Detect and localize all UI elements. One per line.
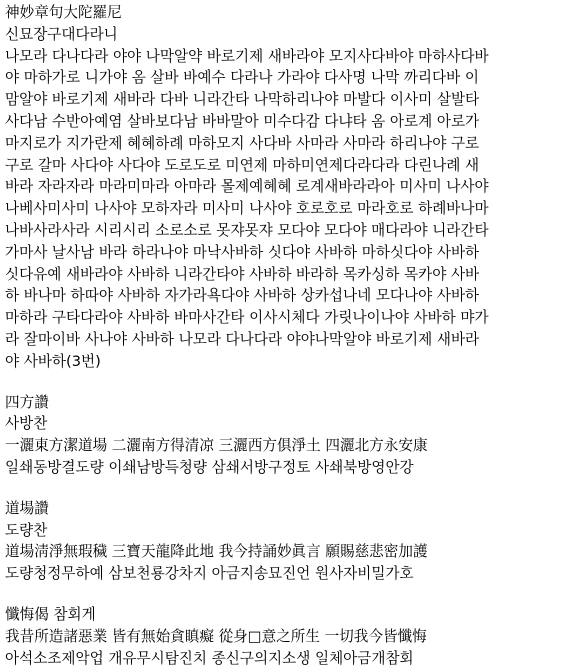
mantra-line: 맘알야 바로기제 새바라 다바 니라간타 나막하리나야 마발다 이사미 살발타	[5, 91, 480, 109]
mantra-reading: 신묘장구대다라니	[5, 25, 118, 43]
section-sabangchan	[5, 392, 556, 479]
mantra-line: 나모라 다나다라 야야 나막알약 바로기제 새바라야 모지사다바야 마하사다바	[5, 47, 489, 65]
mantra-line: 사다남 수반아예염 살바보다남 바바말아 미수다감 다냐타 옴 아로계 아로가	[5, 112, 480, 130]
section-chamhoege	[5, 604, 556, 669]
section-reading: 사방찬	[5, 415, 48, 433]
mantra-line: 마지로가 지가란제 혜혜하례 마하모지 사다바 사마라 사마라 하리나야 구로	[5, 134, 480, 152]
mantra-line: 싯다유예 새바라야 사바하 니라간타야 사바하 바라하 목카싱하 목카야 사바	[5, 265, 480, 283]
section-title: 道場讚	[5, 499, 49, 517]
spacer	[5, 373, 556, 392]
verse-hangul: 도량청정무하예 삼보천룡강차지 아금지송묘진언 원사자비밀가호	[5, 565, 414, 583]
mantra-line: 나베사미사미 나사야 모하자라 미사미 나사야 호로호로 마라호로 하례바나마	[5, 200, 489, 218]
verse-hanja: 道場淸淨無瑕穢 三寶天龍降此地 我今持誦妙眞言 願賜慈悲密加護	[5, 543, 428, 561]
mantra-line: 야 사바하(3번)	[5, 352, 101, 370]
spacer	[5, 585, 556, 604]
verse-hanja: 一灑東方潔道場 二灑南方得清凉 三灑西方俱淨土 四灑北方永安康	[5, 437, 428, 455]
section-title: 四方讚	[5, 393, 49, 411]
verse-hanja: 我昔所造諸惡業 皆有無始貪瞋癡 從身□意之所生 一切我今皆懺悔	[5, 627, 427, 645]
verse-hangul: 아석소조제악업 개유무시탐진치 종신구의지소생 일체아금개참회	[5, 649, 414, 667]
mantra-line: 구로 갈마 사다야 사다야 도로도로 미연제 마하미연제다라다라 다린나례 새	[5, 156, 480, 174]
mantra-line: 야 마하가로 니가야 옴 살바 바예수 다라나 가라야 다사명 나막 까리다바 이	[5, 69, 479, 87]
section-reading: 도량찬	[5, 521, 48, 539]
mantra-body	[5, 46, 556, 373]
mantra-line: 가마사 날사남 바라 하라나야 마낙사바하 싯다야 사바하 마하싯다야 사바하	[5, 243, 480, 261]
mantra-line: 하 바나마 하따야 사바하 자가라욕다야 사바하 상카섭나네 모다나야 사바하	[5, 287, 480, 305]
verse-hangul: 일쇄동방결도량 이쇄남방득청량 삼쇄서방구정토 사쇄북방영안강	[5, 458, 414, 476]
mantra-line: 마하라 구타다라야 사바하 바마사간타 이사시체다 가릿나이나야 사바하 먀가	[5, 309, 489, 327]
mantra-title: 神妙章句大陀羅尼	[5, 4, 122, 21]
mantra-line: 나바사라사라 시리시리 소로소로 못쟈못쟈 모다야 모다야 매다라야 니라간타	[5, 221, 489, 239]
section-title: 懺悔偈 참회게	[5, 605, 96, 623]
mantra-line: 바라 자라자라 마라미마라 아마라 몰제예혜혜 로계새바라라아 미사미 나사야	[5, 178, 489, 196]
spacer	[5, 479, 556, 498]
section-doryangchan	[5, 498, 556, 585]
mantra-line: 라 잘마이바 사나야 사바하 나모라 다나다라 야야나막알야 바로기제 새바라	[5, 330, 480, 348]
